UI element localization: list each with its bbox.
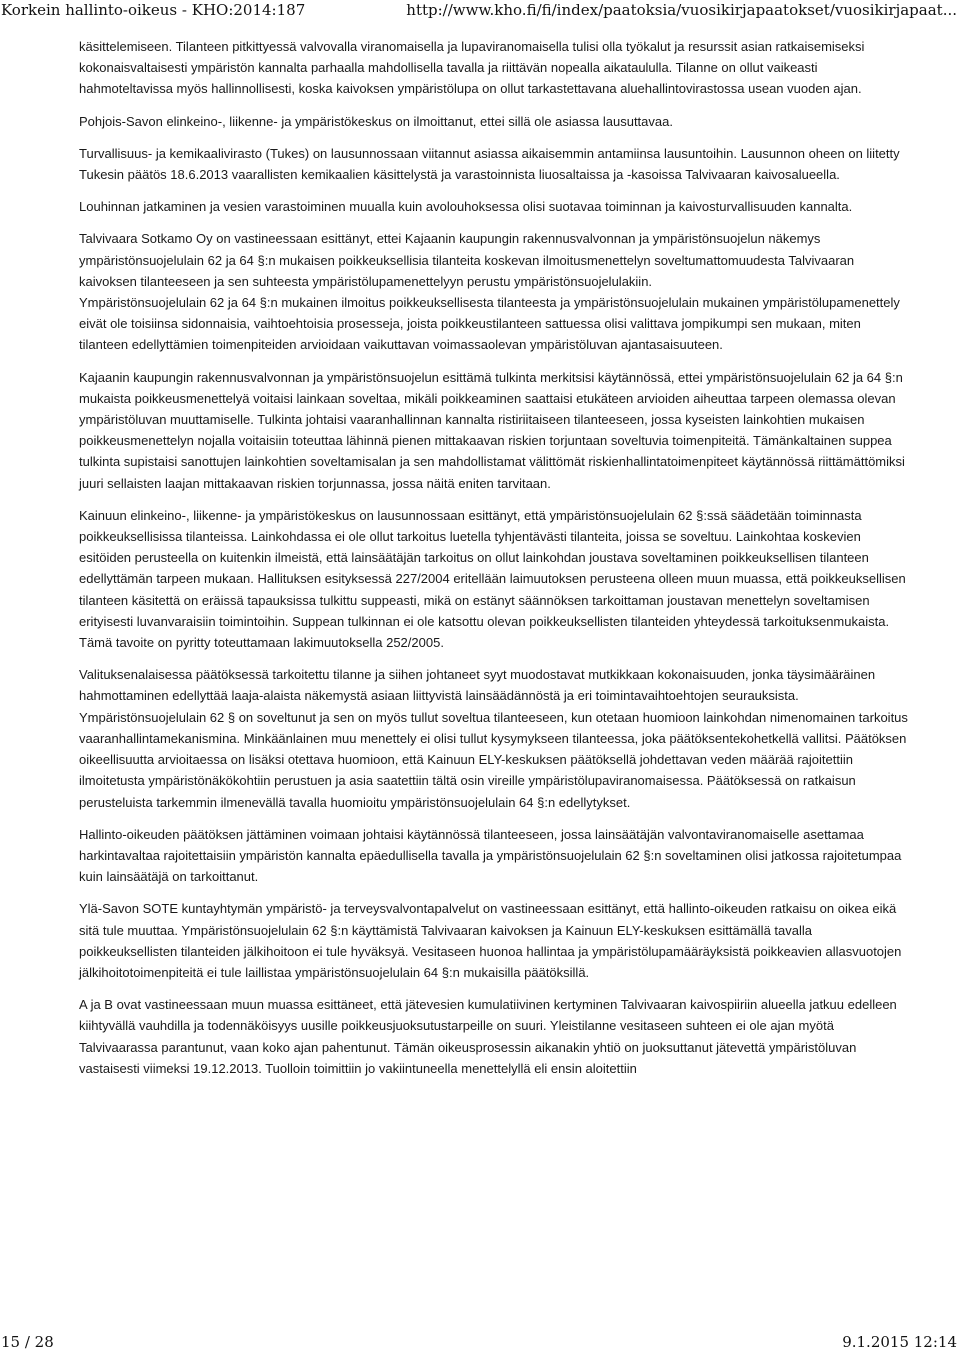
paragraph: Louhinnan jatkaminen ja vesien varastoiminen muualla kuin avolouhoksessa olisi suotavaa toiminnan ja kaivosturvallisuuden kannalta. <box>79 199 853 215</box>
paragraph: Ympäristönsuojelulain 62 ja 64 §:n mukainen ilmoitus poikkeuksellisesta tilanteesta ja ympäristönsuojelulain mukainen ympäristölupamenettely eivät ole toisiinsa sidonnaisia, vaihtoehtoisia prosesseja, joista poikkeustilanteen sattuessa olisi valittava jompikumpi sen mukaan, miten tilanteen edellyttämien toimenpiteiden arvioidaan vaikuttavan voimassaolevan ympäristöluvan ajantasaisuuteen. <box>79 295 900 353</box>
paragraph: A ja B ovat vastineessaan muun muassa esittäneet, että jätevesien kumulatiivinen kertyminen Talvivaaran kaivospiiriin alueella jatkuu edelleen kiihtyvällä vauhdilla ja todennäköisyys uusille poikkeusjuoksutustarpeille on suuri. Yleistilanne vesitaseen suhteen ei ole ajan myötä Talvivaarassa parantunut, vaan koko ajan pahentunut. Tämän oikeusprosessin aikanakin yhtiö on juoksuttanut jätevettä ympäristöluvan vastaisesti viimeksi 19.12.2013. Tuolloin toimittiin jo vakiintuneella menettelyllä eli ensin aloitettiin <box>79 997 897 1076</box>
paragraph: Hallinto-oikeuden päätöksen jättäminen voimaan johtaisi käytännössä tilanteeseen, jossa lainsäätäjän valvontaviranomaiselle asettamaa harkintavaltaa rajoitettaisiin ympäristön kannalta epäedullisella tavalla ja ympäristönsuojelulain 62 §:n soveltaminen olisi jatkossa rajoitetumpaa kuin lainsäätäjä on tarkoittanut. <box>79 826 902 885</box>
print-header <box>0 0 960 26</box>
paragraph: Kainuun elinkeino-, liikenne- ja ympäristökeskus on lausunnossaan esittänyt, että ympäristönsuojelulain 62 §:ssä säädetään toiminnasta poikkeuksellisissa tilanteissa. Lainkohdassa ei ole ollut tarkoitus luetella tyhjentävästi tilanteita, joissa se soveltuu. Lainkohtaa koskevien esitöiden perusteella on kuitenkin ilmeistä, että lainsäätäjän tarkoitus on ollut lainkohdan joustava soveltaminen poikkeuksellisen tilanteen edellyttämän tarpeen mukaan. Hallituksen esityksessä 227/2004 eritellään laimuutoksen perusteena olleen muun muassa, että poikkeuksellisen tilanteen käsitettä on eräissä tapauksissa tulkittu suppeasti, mikä on estänyt säännöksen tarkoittaman joustavan menettelyn soveltamisen erityisesti luvanvaraisiin toimintoihin. Suppean tulkinnan ei ole katsottu olevan poikkeuksellisten tilanteiden yhteydessä tarkoituksenmukaista. Tämä tavoite on pyritty toteuttamaan lakimuutoksella 252/2005. <box>79 507 906 651</box>
document-body <box>79 36 909 1090</box>
paragraph: Kajaanin kaupungin rakennusvalvonnan ja ympäristönsuojelun esittämä tulkinta merkitsisi käytännössä, ettei ympäristönsuojelulain 62 ja 64 §:n mukaista poikkeusmenettelyä voitaisi lainkaan soveltaa, mikäli poikkeaminen saattaisi etukäteen arvioiden aiheuttaa tarpeen olemassa olevan ympäristöluvan muuttamiselle. Tulkinta johtaisi vaaranhallinnan kannalta ristiriitaiseen tilanteeseen, jossa kyseisten lainkohtien mukaisen poikkeusmenettelyn nojalla voitaisiin toteuttaa lähinnä pienen mittakaavan riskien torjuntaan soveltuvia toimenpiteitä. Tämänkaltainen suppea tulkinta supistaisi sanottujen lainkohtien soveltamisalan ja sen mahdollistamat välittömät riskienhallintatoimenpiteet käytännössä riittämättömiksi juuri sellaisten laajan mittakaavan riskien torjunnassa, jossa näitä eniten tarvitaan. <box>79 369 905 491</box>
paragraph: Talvivaara Sotkamo Oy on vastineessaan esittänyt, ettei Kajaanin kaupungin rakennusvalvonnan ja ympäristönsuojelun näkemys ympäristönsuojelulain 62 ja 64 §:n mukaisen poikkeuksellisia tilanteita koskevan ilmoitusmenettelyn soveltumattomuudesta Talvivaaran kaivoksen tilanteeseen ja sen suhteesta ympäristölupamenettelyyn perustu ympäristönsuojelulakiin. <box>79 231 855 289</box>
paragraph: Pohjois-Savon elinkeino-, liikenne- ja ympäristökeskus on ilmoittanut, ettei sillä ole asiassa lausuttavaa. <box>79 113 673 129</box>
paragraph: Turvallisuus- ja kemikaalivirasto (Tukes) on lausunnossaan viitannut asiassa aikaisemmin antamiinsa lausuntoihin. Lausunnon oheen on liitetty Tukesin päätös 18.6.2013 vaarallisten kemikaalien käsittelystä ja varastoinnista liuosaltaissa ja -kasoissa Talvivaaran kaivosalueella. <box>79 145 900 183</box>
paragraph: Ylä-Savon SOTE kuntayhtymän ympäristö- ja terveysvalvontapalvelut on vastineessaan esittänyt, että hallinto-oikeuden ratkaisu on oikea eikä sitä tule muuttaa. Ympäristönsuojelulain 62 §:n käyttämistä Talvivaaran kaivoksen ja Kainuun ELY-keskuksen esittämällä tavalla poikkeuksellisten tilanteiden jälkihoitoon ei tule hyväksyä. Vesitaseen huonoa hallintaa ja ympäristölupamääräyksistä poikkeavien allasvuotojen jälkihoitotoimenpiteitä ei tule laillistaa ympäristönsuojelulain 64 §:n mukaisilla päätöksillä. <box>79 901 902 980</box>
print-footer <box>0 1327 960 1353</box>
print-datetime: 9.1.2015 12:14 <box>842 1333 957 1351</box>
page-number: 15 / 28 <box>1 1333 54 1351</box>
document-title: Korkein hallinto-oikeus - KHO:2014:187 <box>1 1 306 19</box>
paragraph: käsittelemiseen. Tilanteen pitkittyessä valvovalla viranomaisella ja lupaviranomaisella tulisi olla työkalut ja resurssit asian ratkaisemiseksi kokonaisvaltaisesti ympäristön kannalta parhaalla mahdollisella tavalla ja riittävän nopealla aikataululla. Tilanne on ollut vaikeasti hahmoteltavissa myös hallinnollisesti, koska kaivoksen ympäristölupa on ollut tarkastettavana aluehallintovirastossa usean vuoden ajan. <box>79 39 865 97</box>
document-url: http://www.kho.fi/fi/index/paatoksia/vuosikirjapaatokset/vuosikirjapaat... <box>406 1 957 19</box>
paragraph: Valituksenalaisessa päätöksessä tarkoitettu tilanne ja siihen johtaneet syyt muodostavat mutkikkaan kokonaisuuden, jonka täysimääräinen hahmottaminen edellyttää laaja-alaista näkemystä asiaan liittyvistä lainsäädännöstä ja eri toimintavaihtoehtojen seurauksista. Ympäristönsuojelulain 62 § on soveltunut ja sen on myös tullut soveltua tilanteeseen, kun otetaan huomioon lainkohdan nimenomainen tarkoitus vaaranhallintamekanismina. Minkäänlainen muu menettely ei olisi tullut kysymykseen tilanteessa, joka päätöksentekohetkellä vallitsi. Päätöksen oikeellisuutta arvioitaessa on lisäksi otettava huomioon, että Kainuun ELY-keskuksen päätöksellä johdettavan veden määrää rajoitettiin ilmoitetusta ympäristönäkökohtiin perustuen ja asia saatettiin tältä osin vireille ympäristölupaviranomaisessa. Päätöksessä on ratkaisun perusteluista tarkemmin ilmenevällä tavalla huomioitu ympäristönsuojelulain 64 §:n edellytykset. <box>79 667 908 810</box>
